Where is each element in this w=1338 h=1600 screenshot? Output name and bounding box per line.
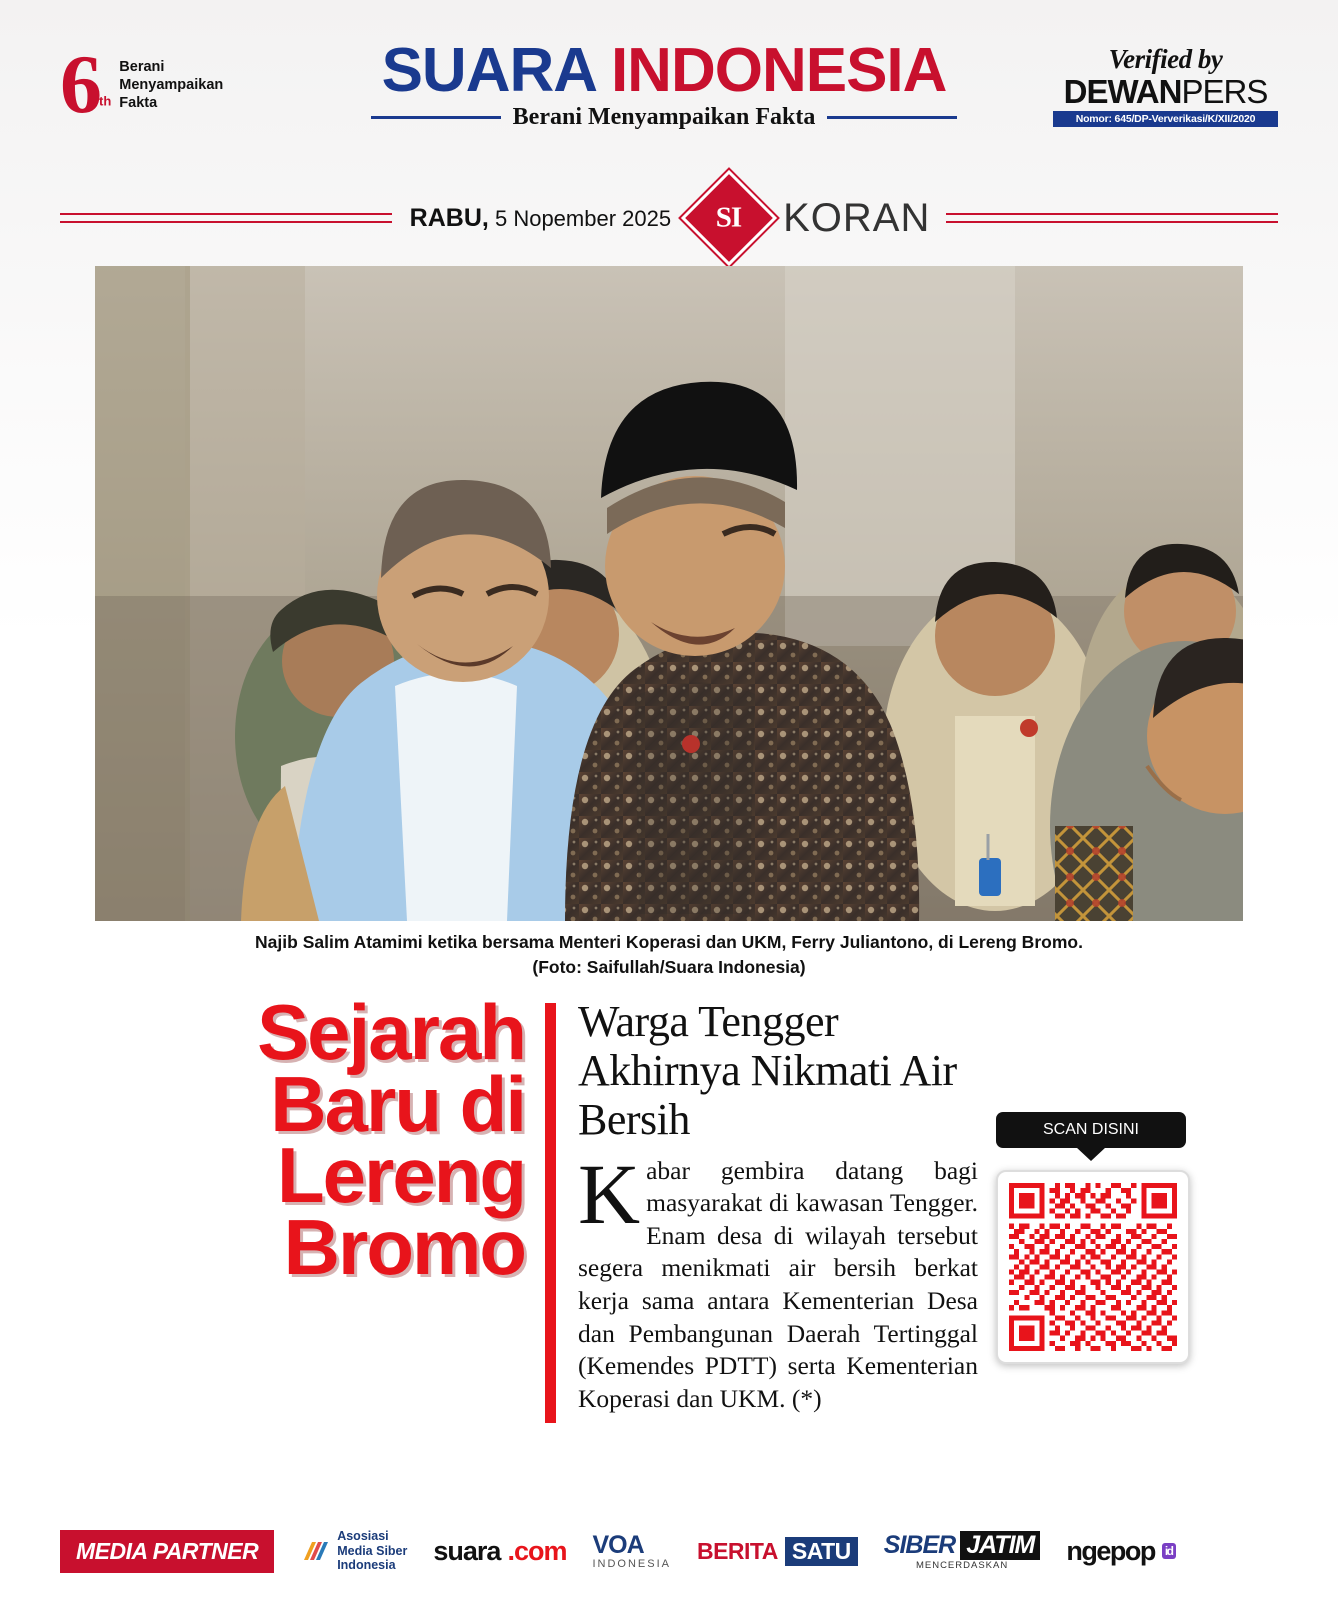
anniversary-tagline-line3: Fakta [119, 95, 158, 112]
anniversary-tagline-line2: Menyampaikan [119, 76, 224, 93]
suara-domain-suffix: .com [507, 1535, 567, 1566]
siber-jatim-sub-label: MENCERDASKAN [915, 1560, 1009, 1571]
amsi-line1: Asosiasi [337, 1529, 389, 1544]
publication-day: RABU, [409, 203, 489, 232]
article-column [578, 997, 1243, 1429]
jatim-badge: JATIM [960, 1531, 1040, 1560]
lead-photo [95, 266, 1243, 921]
media-partner-label: MEDIA PARTNER [60, 1530, 274, 1573]
partner-amsi[interactable] [300, 1529, 407, 1572]
partner-voa-indonesia[interactable] [592, 1530, 671, 1570]
voa-label [592, 1530, 671, 1559]
siber-jatim-logo [884, 1531, 1041, 1571]
logo-word-indonesia: INDONESIA [610, 35, 947, 105]
main-headline: Sejarah Baru di Lereng Bromo [257, 987, 525, 1291]
verification-number: Nomor: 645/DP-Ververikasi/K/XII/2020 [1053, 111, 1278, 127]
date-rule-left [60, 213, 392, 223]
amsi-label [337, 1529, 407, 1572]
dewan-pers-label [1053, 72, 1278, 110]
date-rule-right [946, 213, 1278, 223]
voa-text: VOA [592, 1530, 644, 1559]
partner-suara-com[interactable] [433, 1536, 566, 1567]
ngepop-id-badge: id [1162, 1543, 1176, 1559]
voa-logo [592, 1530, 671, 1570]
suara-label: suara [433, 1535, 501, 1566]
pers-label: PERS [1181, 72, 1268, 110]
logo-rule-group [275, 104, 1053, 131]
amsi-line2: Media Siber [337, 1543, 408, 1558]
footer-media-partners [0, 1520, 1338, 1582]
logo-rule-right [827, 116, 957, 119]
scan-here-badge: SCAN DISINI [996, 1112, 1186, 1148]
anniversary-tagline-line1: Berani [119, 58, 165, 75]
verified-by-label: Verified by [1108, 43, 1223, 74]
sub-headline: Warga Tengger Akhirnya Nikmati Air Bersih [578, 996, 957, 1145]
partner-ngepop-id[interactable] [1066, 1536, 1175, 1567]
anniversary-tagline [119, 58, 223, 112]
amsi-line3: Indonesia [337, 1558, 396, 1573]
partner-siber-jatim[interactable] [884, 1531, 1041, 1571]
siber-jatim-row [884, 1531, 1041, 1560]
publication-logo [275, 35, 1053, 131]
si-diamond-label: SI [716, 201, 742, 234]
masthead [0, 0, 1338, 170]
ngepop-label: ngepop [1066, 1535, 1155, 1566]
siber-label: SIBER [883, 1531, 956, 1559]
article-text-column [578, 997, 978, 1429]
logo-wordmark [275, 35, 1053, 105]
article-block [95, 987, 1243, 1429]
lead-photo-illustration [95, 266, 1243, 921]
anniversary-suffix: th [99, 93, 112, 109]
logo-tagline: Berani Menyampaikan Fakta [512, 103, 816, 130]
voa-sub-label: INDONESIA [592, 1557, 671, 1570]
photo-caption [95, 930, 1243, 981]
satu-badge: SATU [785, 1537, 858, 1566]
date-bar [0, 170, 1338, 266]
edition-label: KORAN [783, 195, 931, 240]
anniversary-number-group [60, 38, 112, 132]
anniversary-logo [60, 38, 275, 132]
headline-divider [545, 1003, 556, 1423]
qr-column [996, 997, 1211, 1429]
verified-badge [1053, 44, 1278, 127]
si-diamond-icon [681, 170, 777, 266]
qr-code[interactable] [996, 1170, 1190, 1364]
dewan-label: DEWAN [1063, 72, 1182, 110]
lead-photo-block [95, 266, 1243, 981]
photo-caption-line2: (Foto: Saifullah/Suara Indonesia) [532, 957, 806, 978]
headline-column [95, 987, 545, 1429]
berita-label: BERITA [696, 1537, 778, 1564]
logo-rule-left [371, 116, 501, 119]
anniversary-number: 6 [60, 38, 99, 132]
article-body: Kabar gembira datang bagi masyarakat di kawasan Tengger. Enam desa di wilayah tersebut segera menikmati air bersih berkat kerja sama antara Kementerian Desa dan Pembangunan Daerah Tertinggal (Kemendes PDTT) serta Kementerian Koperasi dan UKM. (*) [578, 1145, 978, 1413]
amsi-icon [300, 1536, 330, 1566]
photo-caption-line1: Najib Salim Atamimi ketika bersama Menteri Koperasi dan UKM, Ferry Juliantono, di Lereng Bromo. [255, 932, 1083, 952]
qr-code-image [1009, 1183, 1177, 1351]
publication-date-value: 5 Nopember 2025 [494, 205, 672, 231]
publication-date [392, 204, 689, 233]
logo-word-suara: SUARA [381, 35, 595, 105]
partner-berita-satu[interactable] [697, 1537, 858, 1566]
